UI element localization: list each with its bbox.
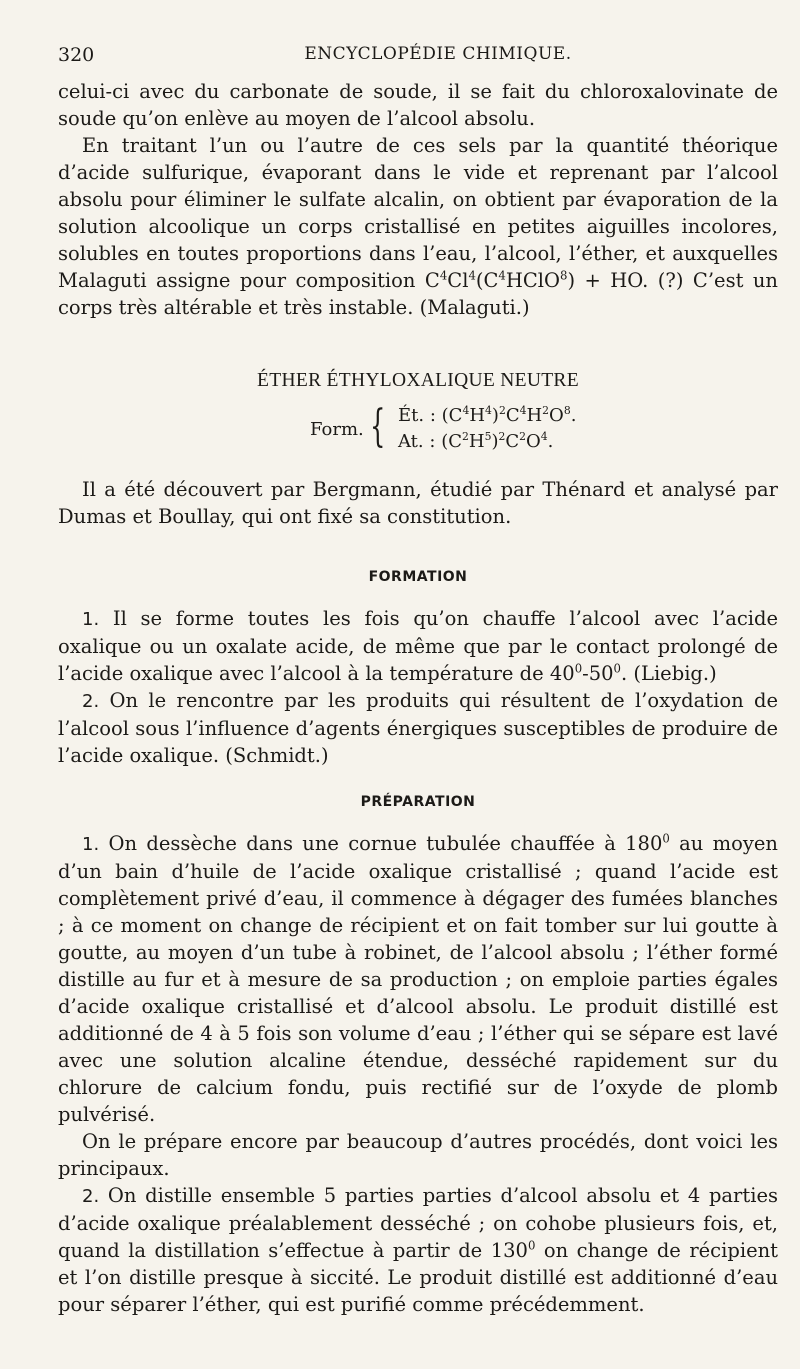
paragraph-discovery: Il a été découvert par Bergmann, étudié par Thénard et analysé par Dumas et Boullay, qui ont fixé sa constitution. <box>58 478 778 528</box>
heading-preparation: PRÉPARATION <box>360 794 476 810</box>
body-text <box>58 78 778 1318</box>
paragraph-malaguti: En traitant l’un ou l’autre de ces sels par la quantité théorique d’acide sulfurique, évaporant dans le vide et reprenant par l’alcool absolu pour éliminer le sulfate alcalin, on obtient par évaporation de la solution alcoolique un corps cristallisé en petites aiguilles incolores, solubles en toutes proportions dans l’eau, l’alcool, l’éther, et auxquelles Malaguti assigne pour composition $C^4Cl^4(C^4HClO^8)$ + HO. (?) C’est un corps très altérable et très instable. (Malaguti.) <box>58 134 778 319</box>
formula-row-et: Ét. : $(C^4H^4)^2C^4H^2O^8$. <box>398 404 577 426</box>
malaguti-formula: $C^4Cl^4(C^4HClO^8)$ + HO. <box>424 268 649 292</box>
formula-row-at: At. : $(C^2H^5)^2C^2O^4$. <box>398 430 554 452</box>
preparation-other: On le prépare encore par beaucoup d’autres procédés, dont voici les principaux. <box>58 1130 778 1180</box>
formation-item-2: 2. On le rencontre par les produits qui résultent de l’oxydation de l’alcool sous l’influence d’agents énergiques susceptibles de produire de l’acide oxalique. (Schmidt.) <box>58 689 778 767</box>
running-head <box>58 44 778 68</box>
preparation-item-2: 2. On distille ensemble 5 parties parties d’alcool absolu et 4 parties d’acide oxalique préalablement desséché ; on cohobe plusieurs fois, et, quand la distillation s’effectue à partir de $130^0$ on change de récipient et l’on distille presque à siccité. Le produit distillé est additionné d’eau pour séparer l’éther, qui est purifié comme précédemment. <box>58 1184 778 1316</box>
paragraph-continuation: celui-ci avec du carbonate de soude, il se fait du chloroxalovinate de soude qu’on enlève au moyen de l’alcool absolu. <box>58 80 778 130</box>
section-title: ÉTHER ÉTHYLOXALIQUE NEUTRE <box>257 370 579 391</box>
running-title: ENCYCLOPÉDIE CHIMIQUE. <box>304 44 572 64</box>
formation-item-1: 1. Il se forme toutes les fois qu’on chauffe l’alcool avec l’acide oxalique ou un oxalate acide, de même que par le contact prolongé de l’acide oxalique avec l’alcool à la température de $40^0-50^0$. (Liebig.) <box>58 607 778 685</box>
page-number: 320 <box>58 44 95 66</box>
heading-formation: FORMATION <box>368 569 468 585</box>
preparation-item-1: 1. On dessèche dans une cornue tubulée chauffée à $180^0$ au moyen d’un bain d’huile de l’acide oxalique cristallisé ; quand l’acide est complètement privé d’eau, il commence à dégager des fumées blanches ; à ce moment on change de récipient et on fait tomber sur lui goutte à goutte, au moyen d’un tube à robinet, de l’alcool absolu ; l’éther formé distille au fur et à mesure de sa production ; on emploie parties égales d’acide oxalique cristallisé et d’alcool absolu. Le produit distillé est additionné de 4 à 5 fois son volume d’eau ; l’éther qui se sépare est lavé avec une solution alcaline étendue, desséché rapidement sur du chlorure de calcium fondu, puis rectifié sur de l’oxyde de plomb pulvérisé. <box>58 831 778 1126</box>
brace-icon: { <box>370 401 386 452</box>
form-label: Form. <box>310 419 364 440</box>
formula-block <box>58 396 778 462</box>
